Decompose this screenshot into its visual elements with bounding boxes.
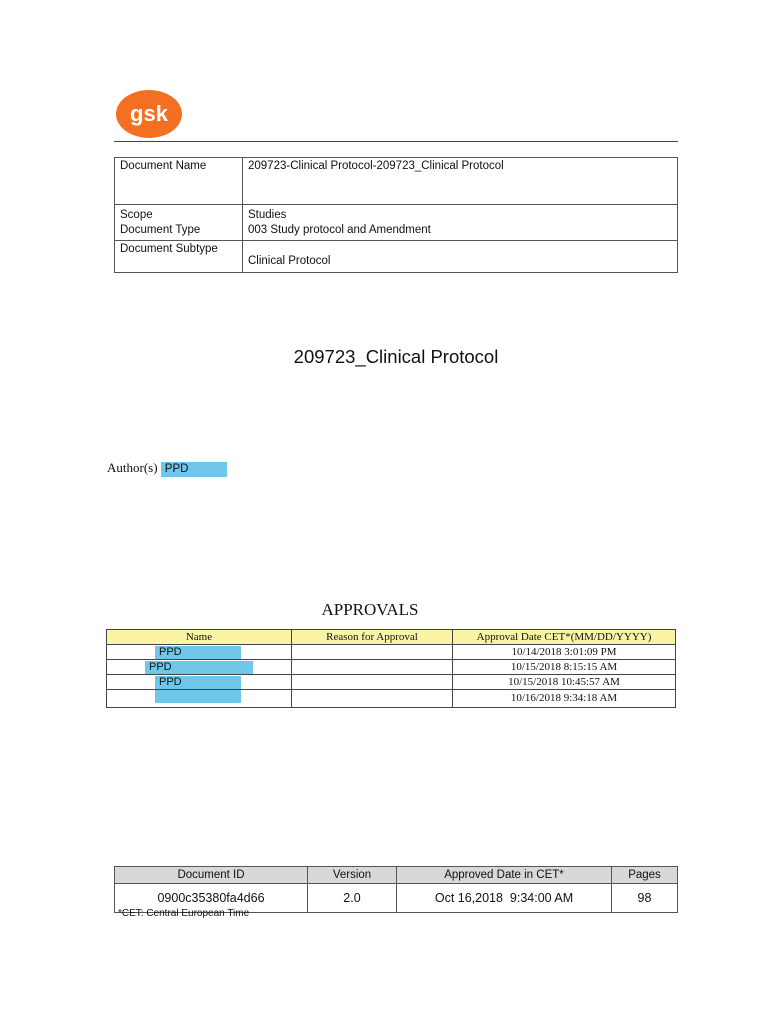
approval-reason [292, 675, 453, 690]
header-pages: Pages [612, 867, 678, 884]
document-meta-table [114, 157, 678, 273]
svg-text:gsk: gsk [130, 101, 168, 126]
document-type-value: 003 Study protocol and Amendment [248, 224, 431, 236]
approval-reason [292, 645, 453, 660]
document-type-label: Document Type [120, 224, 201, 236]
approver-name: PPD [107, 660, 292, 675]
approval-date: 10/16/2018 9:34:18 AM [453, 690, 676, 708]
approval-reason [292, 660, 453, 675]
approval-date: 10/14/2018 3:01:09 PM [453, 645, 676, 660]
header-rule [114, 141, 678, 142]
header-document-id: Document ID [115, 867, 308, 884]
approvals-title: APPROVALS [321, 600, 419, 619]
approved-date-value: Oct 16,2018 9:34:00 AM [397, 884, 612, 913]
document-name-label: Document Name [115, 158, 243, 205]
document-info-table [114, 866, 678, 913]
approval-date: 10/15/2018 8:15:15 AM [453, 660, 676, 675]
approver-name: PPD [107, 645, 292, 660]
approval-reason [292, 690, 453, 708]
scope-value: Studies [248, 209, 287, 221]
gsk-logo [114, 88, 184, 140]
approval-row [107, 645, 676, 660]
authors [107, 460, 227, 477]
document-id-value: 0900c35380fa4d66 [115, 884, 308, 913]
approval-row [107, 690, 676, 708]
approval-date: 10/15/2018 10:45:57 AM [453, 675, 676, 690]
document-subtype-value: Clinical Protocol [243, 241, 678, 273]
document-name-value: 209723-Clinical Protocol-209723_Clinical Protocol [243, 158, 678, 205]
header-approval-date: Approval Date CET*(MM/DD/YYYY) [453, 630, 676, 645]
authors-label: Author(s) [107, 460, 158, 475]
scope-type-labels [115, 205, 243, 241]
pages-value: 98 [612, 884, 678, 913]
approval-row [107, 675, 676, 690]
header-approved-date: Approved Date in CET* [397, 867, 612, 884]
document-info-header-row [115, 867, 678, 884]
authors-value: PPD [161, 462, 227, 477]
header-reason: Reason for Approval [292, 630, 453, 645]
version-value: 2.0 [308, 884, 397, 913]
scope-label: Scope [120, 209, 153, 221]
approvals-header-row [107, 630, 676, 645]
scope-type-values [243, 205, 678, 241]
cet-footnote: *CET: Central European Time [118, 908, 250, 919]
approver-name: PPD [107, 675, 292, 690]
document-title: 209723_Clinical Protocol [293, 346, 499, 367]
approver-name [107, 690, 292, 708]
approvals-table [106, 629, 676, 708]
header-name: Name [107, 630, 292, 645]
header-version: Version [308, 867, 397, 884]
document-subtype-label: Document Subtype [115, 241, 243, 273]
approval-row [107, 660, 676, 675]
